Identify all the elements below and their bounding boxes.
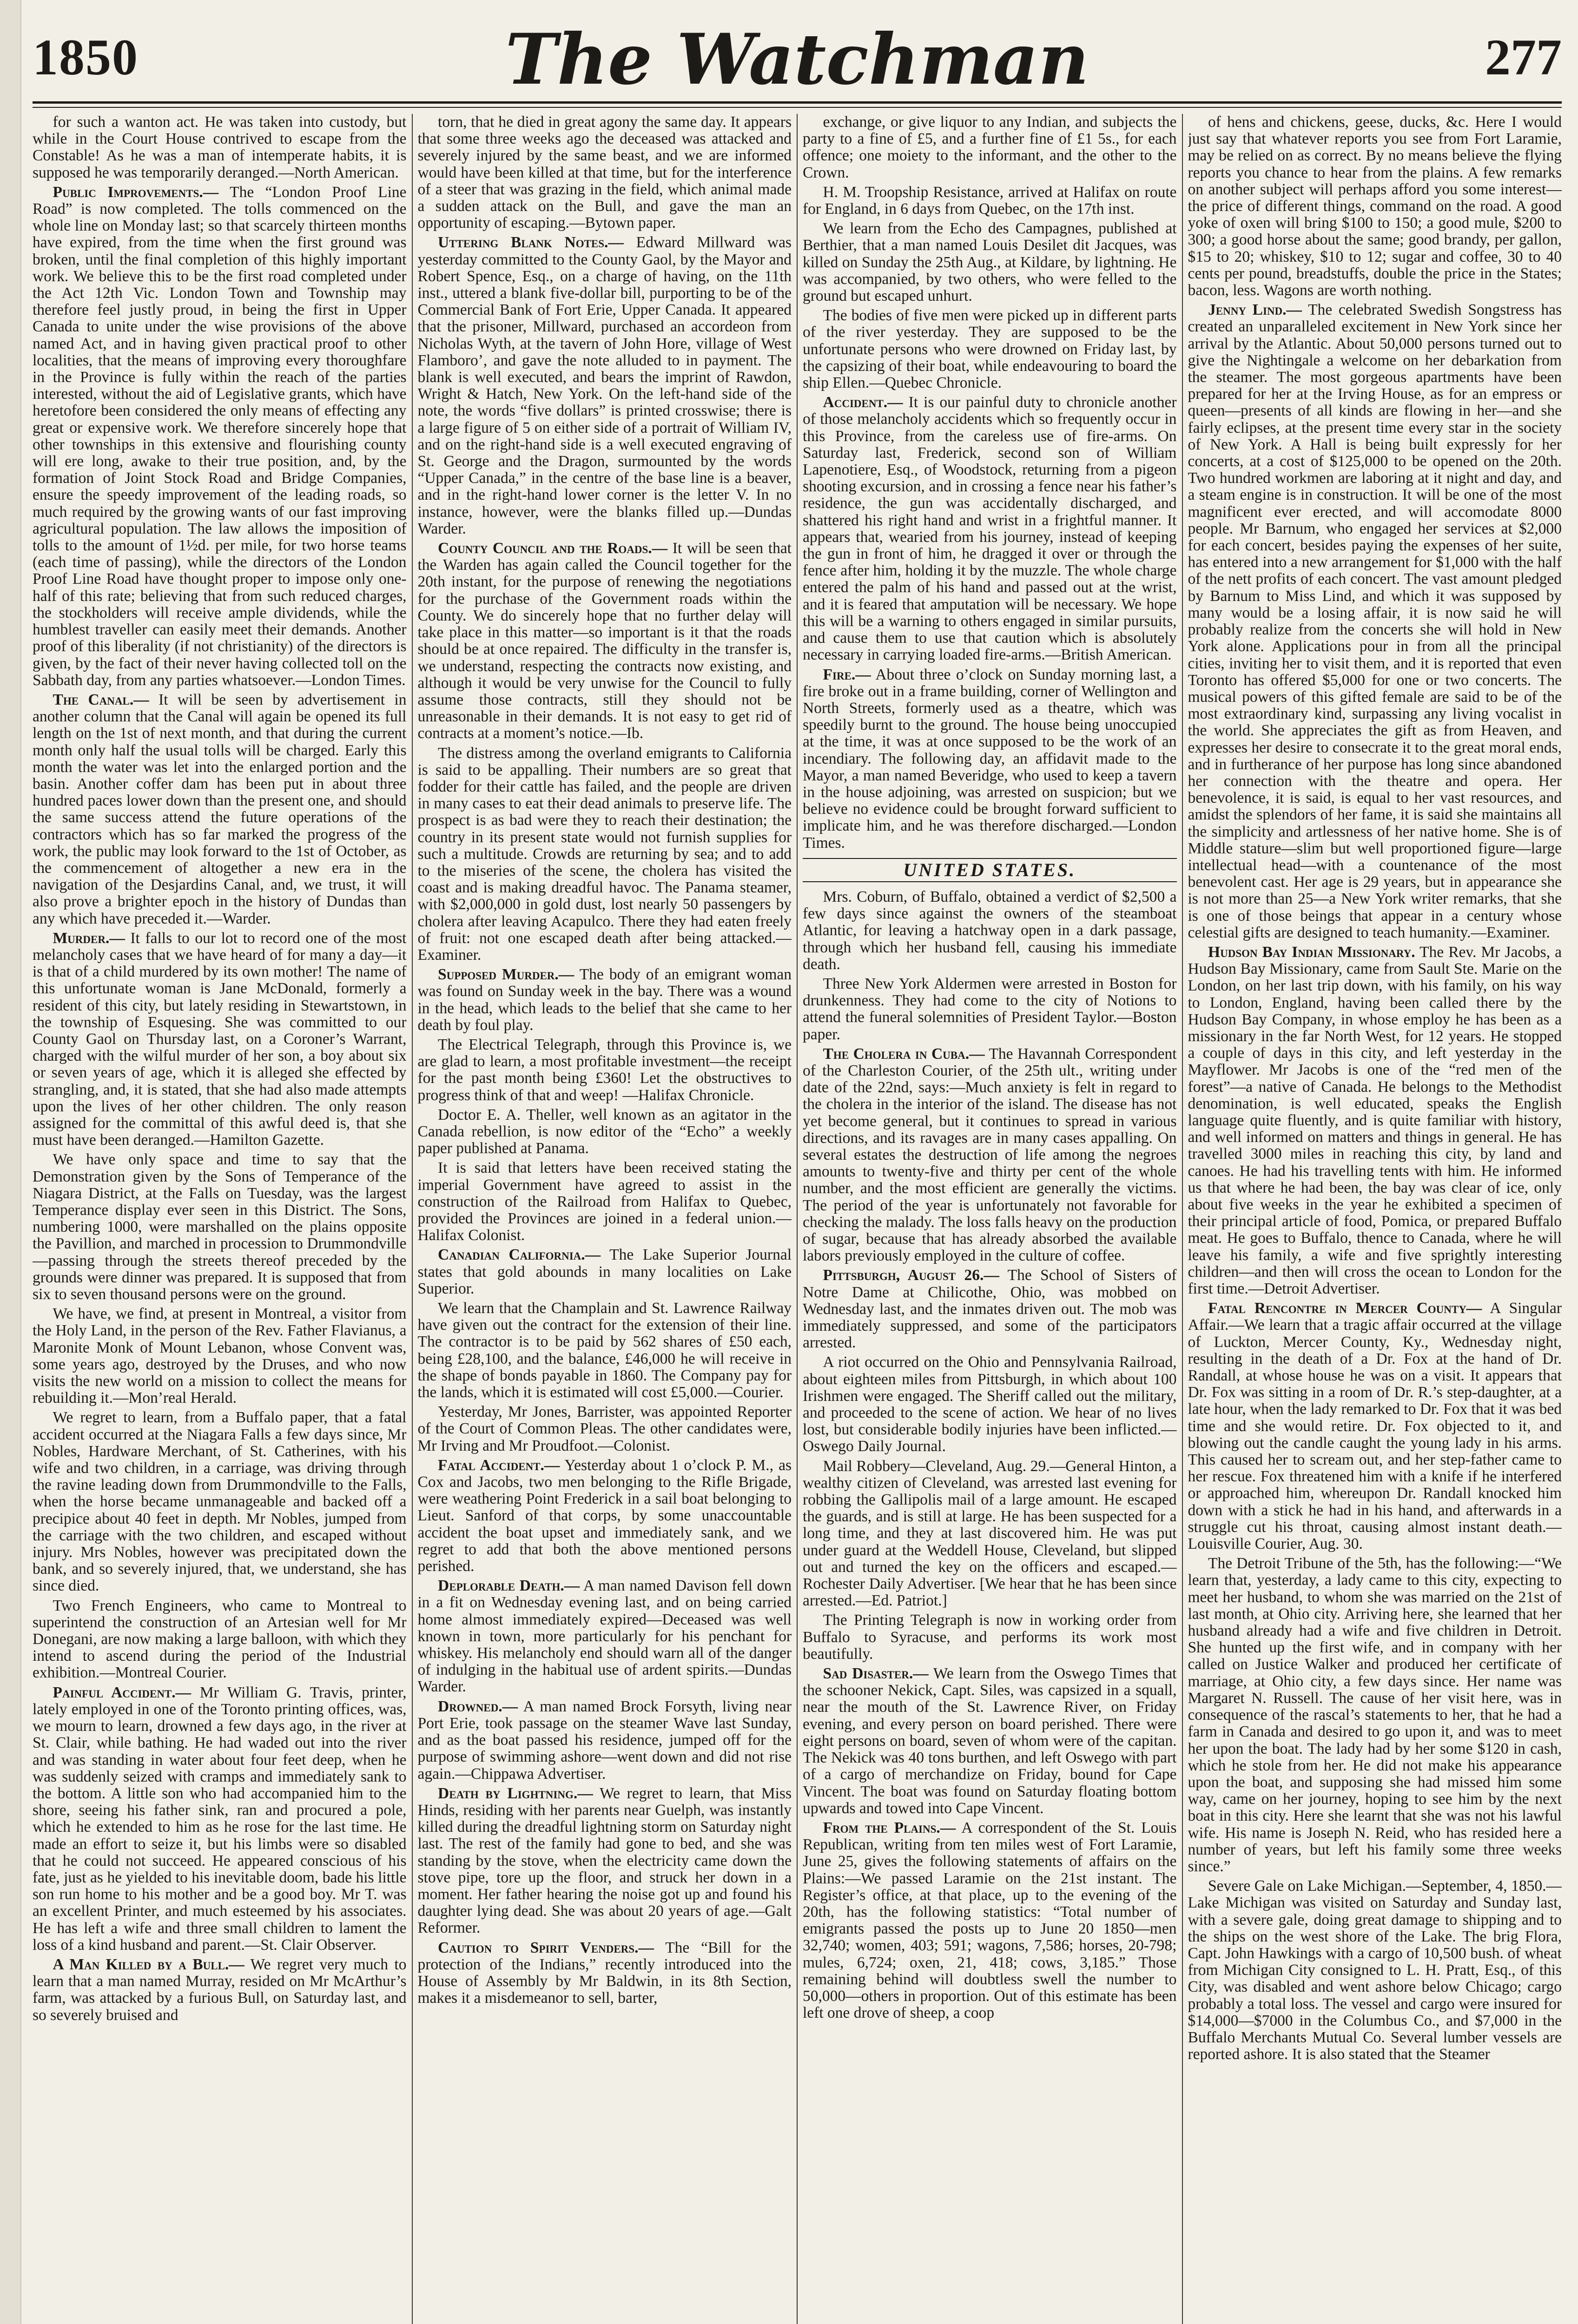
news-item-lead: A Man Killed by a Bull.— (53, 1955, 244, 1973)
news-item-lead: Jenny Lind.— (1208, 301, 1302, 319)
news-item-lead: Murder.— (53, 929, 125, 947)
news-item (803, 307, 1177, 391)
news-item (418, 1940, 792, 2007)
news-item-text: Severe Gale on Lake Michigan.—September, 4, 1850.—Lake Michigan was visited on Saturday and Sunday last, with a severe gale, doing great damage to shipping and to the ships on the west shore of the Lake. The brig Flora, Capt. John Hawkings with a cargo of 10,500 bush. of wheat from Michigan City consigned to L. H. Pratt, Esq., of this City, was disabled and went ashore below Chicago; cargo probably a total loss. The vessel and cargo were insured for $14,000—$7000 in the Columbus Co., and $7,000 in the Buffalo Merchants Mutual Co. Several lumber vessels are reported ashore. It is also stated that the Steamer (1188, 1877, 1562, 2063)
news-item-text: We regret to learn, from a Buffalo paper, that a fatal accident occurred at the Niagara Falls a few days since, Mr Nobles, Hardware Merchant, of St. Catherines, with his wife and two children, in a carriage, was driving through the ravine leading down from Drummondville to the Falls, when the horse became unmanageable and backed off a precipice about 40 feet in depth. Mr Nobles, jumped from the carriage with the two children, and escaped without injury. Mrs Nobles, however was precipitated down the bank, and so severely injured, that, we understand, she has since died. (33, 1409, 407, 1595)
news-item-text: for such a wanton act. He was taken into custody, but while in the Court House contrived to escape from the Constable! As he was a man of intemperate habits, it is supposed he was temporarily deranged.—North American. (33, 114, 407, 181)
news-item (803, 1665, 1177, 1817)
news-item-text: Doctor E. A. Theller, well known as an agitator in the Canada rebellion, is now editor of the “Echo” a weekly paper published at Panama. (417, 1106, 792, 1157)
news-item (803, 1267, 1177, 1351)
news-item-text: It will be seen by advertisement in another column that the Canal will again be opened its full length on the 1st of next month, and that during the current month only half the usual tolls will be charged. Early this month the water was let into the enlarged portion and the basin. Another coffer dam has been put in about three hundred paces lower down than the present one, and should the same success attend the future operations of the contractors which has so far marked the progress of the work, the public may look forward to the 1st of October, as the commencement of altogether a new era in the navigation of the Desjardins Canal, and, we trust, it will also prove a brighter epoch in the history of Dundas than any which have preceded it.—Warder. (33, 691, 407, 927)
news-item-text: The Printing Telegraph is now in working order from Buffalo to Syracuse, and performs its work most beautifully. (803, 1611, 1177, 1663)
news-item (418, 1404, 792, 1454)
binding-gutter (0, 0, 21, 2324)
news-item (418, 234, 792, 537)
news-item-lead: Pittsburgh, August 26.— (823, 1267, 999, 1284)
header-rule-thin (33, 107, 1562, 108)
column-4 (1188, 114, 1562, 2324)
page-header (33, 9, 1562, 98)
news-item-lead: Canadian California.— (438, 1246, 601, 1264)
article-columns (33, 114, 1562, 2324)
news-item-text: It is said that letters have been received stating the imperial Government have agreed to assist in the construction of the Railroad from Halifax to Quebec, provided the Provinces are joined in a federal union.—Halifax Colonist. (417, 1159, 792, 1244)
news-item (33, 184, 407, 689)
news-item-lead: Public Improvements.— (53, 183, 219, 201)
news-item (1188, 1300, 1562, 1552)
news-item-lead: Fatal Accident.— (438, 1456, 560, 1474)
news-item (803, 1354, 1177, 1455)
news-item-text: We regret very much to learn that a man named Murray, resided on Mr McArthur’s farm, was attacked by a furious Bull, on Saturday last, and so severely bruised and (33, 1955, 407, 2024)
news-item-text: Mail Robbery—Cleveland, Aug. 29.—General Hinton, a wealthy citizen of Cleveland, was arrested last evening for robbing the Gallipolis mail of a large amount. He escaped the guards, and is still at large. He has been suspected for a long time, and they at last discovered him. He was put under guard at the Weddell House, Cleveland, but slipped out and turned the key on the officers and escaped.—Rochester Daily Advertiser. [We hear that he has been since arrested.—Ed. Patriot.] (803, 1457, 1177, 1610)
news-item (418, 1300, 792, 1401)
column-2 (418, 114, 792, 2324)
news-item (33, 114, 407, 181)
news-item (33, 1598, 407, 1682)
news-item-text: It is our painful duty to chronicle another of those melancholy accidents which so frequently occur in this Province, from the careless use of fire-arms. On Saturday last, Frederick, second son of William Lapenotiere, Esq., of Woodstock, returning from a pigeon shooting excursion, and in crossing a fence near his father’s residence, the gun was accidentally discharged, and shattered his right hand and wrist in a frightful manner. It appears that, wearied from his journey, instead of keeping the gun in front of him, he dragged it over or through the fence after him, holding it by the muzzle. The whole charge entered the palm of his hand and passed out at the wrist, and it is feared that amputation will be necessary. We hope this will be a warning to others engaged in similar pursuits, and cause them to use that caution which is absolutely necessary in carrying loaded fire-arms.—British American. (803, 394, 1177, 664)
news-item-text: exchange, or give liquor to any Indian, and subjects the party to a fine of £5, and a further fine of £1 5s., for each offence; one moiety to the informant, and the other to the Crown. (803, 114, 1177, 181)
news-item (418, 1160, 792, 1244)
news-item (418, 1037, 792, 1104)
news-item-lead: Accident.— (823, 394, 903, 411)
column-1 (33, 114, 407, 2324)
issue-year: 1850 (33, 29, 139, 86)
section-heading: UNITED STATES. (803, 858, 1177, 882)
news-item-lead: The Cholera in Cuba.— (823, 1045, 985, 1063)
news-item-lead: Painful Accident.— (53, 1684, 191, 1701)
news-item (33, 1306, 407, 1406)
news-item (1188, 1555, 1562, 1875)
news-item (803, 114, 1177, 181)
news-item-lead: County Council and the Roads.— (438, 540, 668, 557)
news-item (1188, 1878, 1562, 2063)
column-divider (1177, 114, 1188, 2324)
news-item-text: The Detroit Tribune of the 5th, has the following:—“We learn that, yesterday, a lady came to this city, expecting to meet her husband, to whom she was married on the 21st of last month, at Ohio city. Arriving here, she learned that her husband already had a wife and five children in Detroit. She hunted up the first wife, and in company with her called on Justice Walker and produced her certificate of marriage, at Ohio city, a few days since. Her name was Margaret N. Russell. The cause of her visit here, was in consequence of the rascal’s statements to her, that he had a farm in Canada and desired to go upon it, and was to meet her upon the boat. The lady had by her some $120 in cash, which he stole from her. He did not make his appearance upon the boat, and supposing she had missed him some way, came on her journey, hoping to see him by the next boat in this city. Here she learnt that she was not his lawful wife. His name is Joseph N. Reid, who has resided here a number of years, but left his family some three weeks since.” (1188, 1555, 1562, 1875)
news-item-lead: Uttering Blank Notes.— (438, 234, 624, 251)
news-item-lead: Caution to Spirit Venders.— (438, 1939, 654, 1956)
news-item (418, 114, 792, 231)
news-item (418, 1107, 792, 1157)
header-rule (33, 101, 1562, 104)
news-item-text: The Lake Superior Journal states that gold abounds in many localities on Lake Superior. (417, 1246, 792, 1297)
news-item-text: Mr William G. Travis, printer, lately employed in one of the Toronto printing offices, was, we mourn to learn, drowned a few days ago, in the river at St. Clair, while bathing. He had waded out into the river and was standing in water about four feet deep, when he was suddenly seized with cramps and immediately sank to the bottom. A little son who had accompanied him to the shore, seeing his father sink, ran and procured a pole, which he extended to him as he rose for the last time. He made an effort to seize it, but his limbs were so disabled that he could not succeed. He appeared conscious of his fate, just as he yielded to his inevitable doom, bade his little son run home to his mother and be a good boy. Mr T. was an excellent Printer, and much esteemed by his associates. He has left a wife and three small children to lament the loss of a kind husband and parent.—St. Clair Observer. (33, 1684, 407, 1954)
news-item-text: A man named Davison fell down in a fit on Wednesday evening last, and on being carried home almost immediately expired—Deceased was well known in town, more particularly for his penchant for whiskey. His melancholy end should warn all of the danger of indulging in the habitual use of ardent spirits.—Dundas Warder. (417, 1577, 792, 1696)
news-item (33, 1409, 407, 1594)
news-item-text: We have, we find, at present in Montreal, a visitor from the Holy Land, in the person of the Rev. Father Flavianus, a Maronite Monk of Mount Lebanon, whose Convent was, some years ago, destroyed by the Druses, and who now visits the new world on a mission to collect the means for rebuilding it.—Mon’real Herald. (33, 1305, 407, 1407)
news-item-text: Mrs. Coburn, of Buffalo, obtained a verdict of $2,500 a few days since against the owners of the steamboat Atlantic, for leaving a hatchway open in a dark passage, through which her husband fell, causing his immediate death. (803, 888, 1177, 973)
news-item-lead: Fire.— (823, 666, 871, 683)
news-item-lead: Drowned.— (438, 1697, 518, 1715)
news-item (418, 1578, 792, 1695)
news-item-text: A Singular Affair.—We learn that a tragic affair occurred at the village of Luckton, Mercer County, Ky., Wednesday night, resulting in the death of a Dr. Fox at the hand of Dr. Randall, at whose house he was on a visit. It appears that Dr. Fox was sitting in a room of Dr. R.’s step-daughter, at a late hour, when the lady remarked to Dr. Fox that it was bed time and she would retire. Dr. Fox objected to it, and blowing out the candle caught the young lady in his arms. This caused her to scream out, and her step-father came to her rescue. Fox threatened him with a knife if he interfered or approached him, whereupon Dr. Randall knocked him down with a stick he had in his hand, and afterwards in a struggle cut his throat, causing almost instant death.—Louisville Courier, Aug. 30. (1188, 1300, 1562, 1553)
news-item (1188, 944, 1562, 1297)
news-item-text: of hens and chickens, geese, ducks, &c. Here I would just say that whatever reports you see from Fort Laramie, may be relied on as correct. By no means believe the flying reports you chance to hear from the plains. A few remarks on another subject will perhaps afford you some interest—the price of different things, command on the road. A good yoke of oxen will bring $100 to 150; a good mule, $200 to 300; a good horse about the same; good brandy, per gallon, $15 to 20; whiskey, $10 to 12; sugar and coffee, 30 to 40 cents per pound, breadstuffs, double the price in the States; bacon, less. Wagons are worth nothing. (1188, 114, 1562, 299)
news-item-text: Two French Engineers, who came to Montreal to superintend the construction of an Artesian well for Mr Donegani, are now making a large balloon, with which they intend to ascend during the period of the Industrial exhibition.—Montreal Courier. (33, 1597, 407, 1682)
news-item-lead: Death by Lightning.— (438, 1784, 593, 1802)
news-item-text: The “Bill for the protection of the Indians,” recently introduced into the House of Assembly by Mr Baldwin, in its 8th Section, makes it a misdemeanor to sell, barter, (417, 1939, 792, 2007)
news-item-text: Edward Millward was yesterday committed to the County Gaol, by the Mayor and Robert Spence, Esq., on a charge of having, on the 11th inst., uttered a blank five-dollar bill, purporting to be of the Commercial Bank of Fort Erie, Upper Canada. It appeared that the prisoner, Millward, purchased an accordeon from Nicholas Wyth, at the tavern of John Hore, village of West Flamboro’, and gave the note alluded to in payment. The blank is well executed, and bears the imprint of Rawdon, Wright & Hatch, New York. On the left-hand side of the note, the words “five dollars” is printed crosswise; there is a large figure of 5 on either side of a portrait of William IV, and on the right-hand side is a well executed engraving of St. George and the Dragon, surmounted by the words “Upper Canada,” in the centre of the base line is a beaver, and in the right-hand lower corner is the letter V. In no instance, however, were the blanks filled up.—Dundas Warder. (417, 234, 792, 537)
news-item (33, 1684, 407, 1954)
news-item-text: The bodies of five men were picked up in different parts of the river yesterday. They are supposed to be the unfortunate persons who were drowned on Friday last, by the capsizing of their boat, while endeavouring to board the ship Ellen.—Quebec Chronicle. (803, 307, 1177, 392)
news-item (803, 976, 1177, 1043)
news-item-lead: Supposed Murder.— (438, 966, 574, 984)
news-item (1188, 302, 1562, 941)
news-item-text: Three New York Aldermen were arrested in Boston for drunkenness. They had come to the city of Notions to attend the funeral solemnities of President Taylor.—Boston paper. (803, 975, 1177, 1043)
news-item (803, 1820, 1177, 2021)
news-item-text: The Rev. Mr Jacobs, a Hudson Bay Missionary, came from Sault Ste. Marie on the London, on her last trip down, with his family, on his way to London, England, having been called there by the Hudson Bay Company, in whose employ he has been as a missionary in the far North West, for 12 years. He stopped a couple of days in this city, and left yesterday in the Mayflower. Mr Jacobs is one of the “red men of the forest”—a native of Canada. He belongs to the Methodist denomination, is well educated, speaks the English language quite fluently, and is quite familiar with history, and well informed on matters and things in general. He has travelled 3000 miles in reaching this city, by land and canoes. He had his travelling tents with him. He informed us that where he had been, the bay was clear of ice, only about five weeks in the year he exhibited a specimen of their principal article of food, Pomica, or prepared Buffalo meat. He goes to Buffalo, thence to Canada, where he will leave his family, a wife and five sprightly interesting children—and then will cross the ocean to London for the first time.—Detroit Advertiser. (1188, 943, 1562, 1298)
news-item (803, 889, 1177, 973)
news-item (803, 184, 1177, 218)
news-item-text: We regret to learn, that Miss Hinds, residing with her parents near Guelph, was instantly killed during the dreadful lightning storm on Saturday night last. The rest of the family had gone to bed, and she was standing by the stove, when the electricity came down the stove pipe, tore up the floor, and struck her down in a moment. Her father hearing the noise got up and found his daughter lying dead. She was about 20 years of age.—Galt Reformer. (417, 1784, 792, 1937)
news-item-text: It will be seen that the Warden has again called the Council together for the 20th instant, for the purpose of renewing the negotiations for the purchase of the Government roads within the County. We do sincerely hope that no further delay will take place in this matter—so important is it that the roads should be at once repaired. The difficulty in the transfer is, we understand, respecting the contracts now existing, and although it would be very unwise for the Council to fully assume those contracts, still they should not be unreasonable in their demands. It is not easy to get rid of contracts at a moment’s notice.—Ib. (417, 540, 792, 742)
news-item (803, 1046, 1177, 1265)
news-item-text: Yesterday, Mr Jones, Barrister, was appointed Reporter of the Court of Common Pleas. The other candidates were, Mr Irving and Mr Proudfoot.—Colonist. (417, 1403, 792, 1454)
news-item-text: A correspondent of the St. Louis Republican, writing from ten miles west of Fort Laramie, June 25, gives the following statements of affairs on the Plains:—We passed Laramie on the 21st instant. The Register’s office, at that place, up to the evening of the 20th, has the following statistics: “Total number of emigrants passed the posts up to June 20 1850—men 32,740; women, 403; 591; wagons, 7,586; horses, 20-798; mules, 6,724; oxen, 21, 418; cows, 3,185.” Those remaining behind will doubtless swell the number to 50,000—others in proportion. Out of this estimate has been left one drove of sheep, a coop (803, 1819, 1177, 2022)
news-item-lead: The Canal.— (53, 691, 149, 708)
news-item-text: Yesterday about 1 o’clock P. M., as Cox and Jacobs, two men belonging to the Rifle Brigade, were weathering Point Frederick in a sail boat belonging to Lieut. Sanford of that corps, by some unaccountable accident the boat upset and immediately sank, and we regret to add that both the above mentioned persons perished. (417, 1456, 792, 1575)
news-item (803, 394, 1177, 663)
news-item-lead: Fatal Rencontre in Mercer County— (1208, 1300, 1482, 1317)
news-item (1188, 114, 1562, 299)
news-item (803, 220, 1177, 304)
news-item-text: A riot occurred on the Ohio and Pennsylvania Railroad, about eighteen miles from Pittsburgh, in which about 100 Irishmen were engaged. The Sheriff called out the military, and proceeded to the scene of action. We hear of no lives lost, but considerable bodily injuries have been inflicted.—Oswego Daily Journal. (803, 1353, 1177, 1455)
news-item-text: The Electrical Telegraph, through this Province is, we are glad to learn, a most profitable investment—the receipt for the past month being £360! Let the obstructives to progress think of that and weep! —Halifax Chronicle. (417, 1036, 792, 1104)
news-item-text: The Havannah Correspondent of the Charleston Courier, of the 25th ult., writing under date of the 22nd, says:—Much anxiety is felt in regard to the cholera in the interior of the island. The disease has not yet become general, but it continues to spread in various directions, and its ravages are in many cases appalling. On several estates the destruction of life among the negroes amounts to twenty-five and thirty per cent of the whole number, and the most efficient are generally the victims. The period of the year is unfortunately not favorable for checking the malady. The loss falls heavy on the production of sugar, because that has already absorbed the available labors previously employed in the culture of coffee. (803, 1045, 1177, 1265)
news-item (418, 1698, 792, 1783)
news-item-lead: Hudson Bay Indian Missionary. (1208, 943, 1415, 961)
news-item-lead: From the Plains.— (823, 1819, 956, 1836)
news-item (33, 1956, 407, 2024)
news-item-text: H. M. Troopship Resistance, arrived at Halifax on route for England, in 6 days from Quebec, on the 17th inst. (803, 183, 1177, 218)
news-item (418, 966, 792, 1034)
news-item (33, 1151, 407, 1303)
news-item-text: We learn that the Champlain and St. Lawrence Railway have given out the contract for the extension of their line. The contractor is to be paid by 562 shares of £50 each, being £28,100, and the balance, £46,000 he will receive in the shape of bonds payable in 1860. The Company pay for the lands, which it is estimated will cost £5,000.—Courier. (417, 1300, 792, 1401)
news-item-text: The distress among the overland emigrants to California is said to be appalling. Their numbers are so great that fodder for their cattle has failed, and the people are driven in many cases to eat their dead animals to preserve life. The prospect is as bad were they to reach their destination; the country in its present state would not furnish supplies for such a multitude. Crowds are returning by sea; and to add to the miseries of the scene, the cholera has visited the coast and is making dreadful havoc. The Panama steamer, with $2,000,000 in gold dust, lost nearly 50 passengers by cholera after leaving Acapulco. There they had eaten freely of fruit: not one escaped death after being attacked.—Examiner. (417, 744, 792, 964)
page-number: 277 (1485, 29, 1562, 86)
news-item-text: We learn from the Oswego Times that the schooner Nekick, Capt. Siles, was capsized in a squall, near the mouth of the St. Lawrence River, on Friday evening, and every person on board perished. There were eight persons on board, seven of whom were of the capitan. The Nekick was 40 tons burthen, and left Oswego with part of a cargo of merchandize on Friday, bound for Cape Vincent. The boat was found on Saturday floating bottom upwards and towed into Cape Vincent. (803, 1665, 1177, 1817)
news-item-text: We have only space and time to say that the Demonstration given by the Sons of Temperance of the Niagara District, at the Falls on Tuesday, was the largest Temperance display ever seen in this District. The Sons, numbering 1000, were marshalled on the plains opposite the Pavillion, and marched in procession to Drummondville—passing through the streets thereof preceded by the grounds were dinner was prepared. It is supposed that from six to seven thousand persons were on the ground. (33, 1151, 407, 1303)
news-item (418, 745, 792, 964)
news-item-lead: Deplorable Death.— (438, 1577, 580, 1595)
news-item (418, 1457, 792, 1575)
news-item-text: We learn from the Echo des Campagnes, published at Berthier, that a man named Louis Desilet dit Jacques, was killed on Sunday the 25th Aug., at Kildare, by lightning. He was accompanied, by two others, who were felled to the ground but escaped unhurt. (803, 220, 1177, 305)
column-3 (803, 114, 1177, 2324)
column-divider (407, 114, 418, 2324)
news-item-text: The “London Proof Line Road” is now completed. The tolls commenced on the whole line on Monday last; so that scarcely thirteen months have expired, from the time when the first ground was broken, until the final completion of this highly important work. We believe this to be the first road completed under the Act 12th Vic. London Town and Township may therefore feel justly proud, in being the first in Upper Canada to unite under the wise provisions of the above named Act, and in having given practical proof to other localities, that the means of improving every thoroughfare in the Province is fully within the reach of the parties interested, without the aid of Legislative grants, which have heretofore been considered the only means of effecting any great or expensive work. We therefore sincerely hope that other townships in this extensive and flourishing county will ere long, awake to their true position, and, by the formation of Joint Stock Road and Bridge Companies, ensure the speedy improvement of the leading roads, so much required by the growing wants of our fast improving agricultural population. The law allows the imposition of tolls to the amount of 1½d. per mile, for two horse teams (each time of passing), while the directors of the London Proof Line Road have thought proper to impose only one-half of this rate; believing that from such reduced charges, the stockholders will receive ample dividends, while the humblest traveller can easily meet their demands. Another proof of this liberality (if not christianity) of the directors is given, by the fact of their never having collected toll on the Sabbath day, from any parties whatsoever.—London Times. (33, 183, 407, 689)
news-item-text: It falls to our lot to record one of the most melancholy cases that we have heard of for many a day—it is that of a child murdered by its own mother! The name of this unfortunate woman is Jane McDonald, formerly a resident of this city, but lately residing in Stewartstown, in the township of Esquesing. She was committed to our County Gaol on Thursday last, on a Coroner’s Warrant, charged with the wilful murder of her son, a boy about six or seven years of age, which it is alleged she effected by strangling, and, it is stated, that she had also made attempts upon the lives of her other children. The only reason assigned for the committal of this awful deed is, that she must have been deranged.—Hamilton Gazette. (33, 929, 407, 1149)
newspaper-title: The Watchman (505, 19, 1089, 100)
news-item (33, 692, 407, 927)
news-item-text: About three o’clock on Sunday morning last, a fire broke out in a frame building, corner of Wellington and North Streets, formerly used as a theatre, which was speedily burnt to the ground. The house being unoccupied at the time, it was at once supposed to be the work of an incendiary. The following day, an affidavit made to the Mayor, a man named Beveridge, who used to keep a tavern in the house adjoining, was arrested on suspicion; but we believe no evidence could be brought forward sufficient to implicate him, and he was therefore discharged.—London Times. (803, 666, 1177, 852)
news-item (803, 667, 1177, 852)
news-item-text: torn, that he died in great agony the same day. It appears that some three weeks ago the deceased was attacked and severely injured by the same beast, and we are informed would have been killed at that time, but for the interference of a steer that was grazing in the field, which animal made a sudden attack on the Bull, and gave the man an opportunity of escaping.—Bytown paper. (417, 114, 792, 232)
news-item (418, 1785, 792, 1937)
news-item (33, 930, 407, 1149)
news-item-text: The School of Sisters of Notre Dame at Chilicothe, Ohio, was mobbed on Wednesday last, and the inmates driven out. The mob was immediately suppressed, and some of the participators arrested. (803, 1267, 1177, 1352)
news-item (418, 1247, 792, 1297)
news-item (418, 540, 792, 742)
news-item (803, 1458, 1177, 1610)
news-item-lead: Sad Disaster.— (823, 1665, 929, 1683)
column-divider (792, 114, 803, 2324)
news-item-text: The body of an emigrant woman was found on Sunday week in the bay. There was a wound in the head, which leads to the belief that she came to her death by foul play. (417, 966, 792, 1034)
news-item-text: A man named Brock Forsyth, living near Port Erie, took passage on the steamer Wave last Sunday, and as the boat passed his residence, jumped off for the purpose of swimming ashore—went down and did not rise again.—Chippawa Advertiser. (417, 1697, 792, 1783)
news-item-text: The celebrated Swedish Songstress has created an unparalleled excitement in New York since her arrival by the Atlantic. About 50,000 persons turned out to give the Nightingale a welcome on her debarkation from the steamer. The most gorgeous apartments have been prepared for her at the Irving House, as for an empress or queen—presents of all kinds are flowing in her—and she fairly eclipses, at the present time every star in the society of New York. A Hall is being built expressly for her concerts, at a cost of $125,000 to be opened on the 20th. Two hundred workmen are laboring at it night and day, and a steam engine is in construction. It will be one of the most magnificent ever erected, and will accomodate 8000 people. Mr Barnum, who engaged her services at $2,000 for each concert, besides paying the expenses of her suite, has entered into a new arrangement for $1,000 with the half of the nett profits of each concert. The vast amount pledged by Barnum to Miss Lind, and which it was supposed by many would be a losing affair, it is now said he will probably realize from the concerts she will hold in New York alone. Applications pour in from all the principal cities, inviting her to visit them, and it is reported that even Toronto has offered $5,000 for one or two concerts. The musical powers of this gifted female are said to be of the most extraordinary kind, surpassing any living vocalist in the world. She appreciates the gift as from Heaven, and expresses her desire to consecrate it to the great moral ends, and in furtherance of her purpose has long since abandoned her connection with the theatre and opera. Her benevolence, it is said, is equal to her vast resources, and amidst the splendors of her fame, it is said she maintains all the simplicity and artlessness of her native home. She is of Middle stature—slim but well proportioned figure—large intellectual head—with a countenance of the most benevolent cast. Her age is 29 years, but in appearance she is not more than 25—a New York writer remarks, that she is one of those beings that appear in a century whose celestial gifts are designed to teach humanity.—Examiner. (1188, 301, 1562, 941)
news-item (803, 1612, 1177, 1663)
